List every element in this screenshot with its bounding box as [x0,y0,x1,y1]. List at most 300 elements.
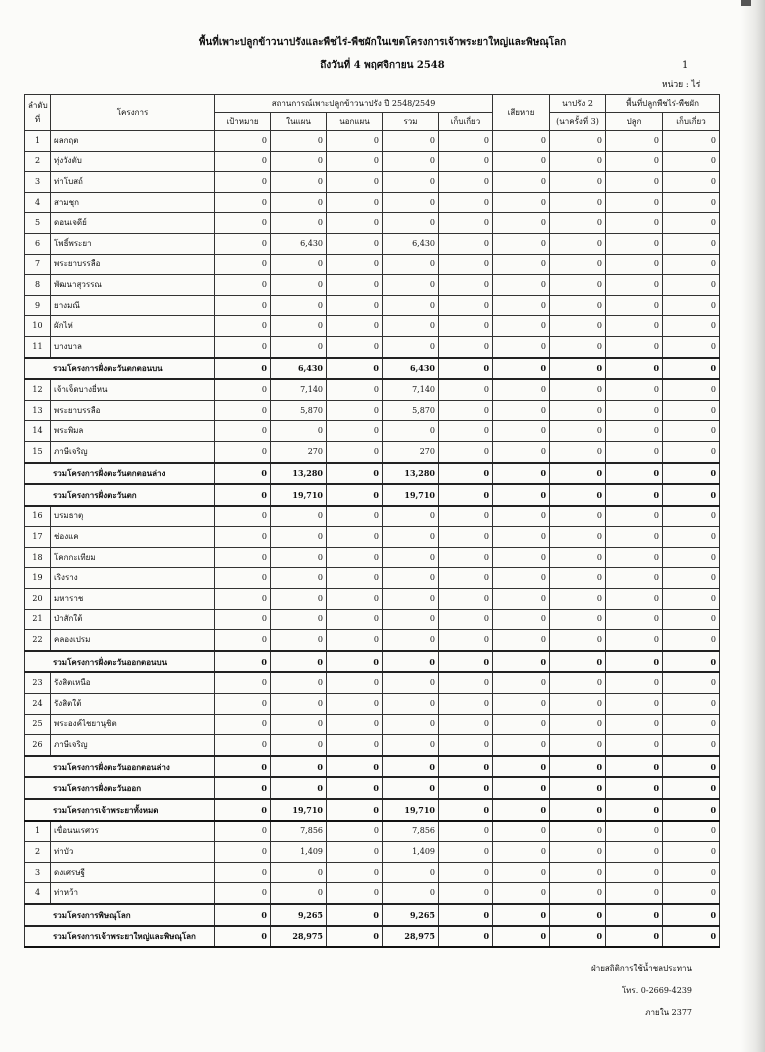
row-value-cell: 0 [550,862,606,883]
row-value-cell: 0 [550,131,606,152]
row-value-cell: 0 [493,379,550,400]
row-value-cell: 0 [215,589,271,610]
row-number: 17 [25,527,51,548]
row-value-cell: 0 [663,421,720,442]
row-value-cell: 0 [327,799,383,821]
row-value-cell: 0 [493,254,550,275]
row-value-cell: 0 [493,316,550,337]
row-value-cell: 0 [606,630,663,651]
row-value-cell: 0 [383,547,439,568]
row-project-name: เขื่อนนเรศวร [51,821,215,842]
row-value-cell: 0 [663,254,720,275]
row-value-cell: 0 [663,172,720,193]
row-value-cell: 0 [327,821,383,842]
row-value-cell: 9,265 [271,904,327,926]
row-value-cell: 0 [663,131,720,152]
row-value-cell: 0 [663,694,720,715]
col-header-total: รวม [383,113,439,131]
table-row [25,421,720,442]
row-value-cell: 0 [550,904,606,926]
row-value-cell: 0 [606,651,663,673]
row-value-cell: 0 [606,672,663,693]
row-number: 2 [25,842,51,863]
row-value-cell: 0 [327,192,383,213]
row-value-cell: 0 [606,484,663,506]
row-number: 16 [25,506,51,527]
row-project-name: ดงเศรษฐี [51,862,215,883]
table-row [25,672,720,693]
row-value-cell: 0 [493,441,550,462]
table-row [25,172,720,193]
row-value-cell: 0 [383,589,439,610]
row-value-cell: 6,430 [271,233,327,254]
row-value-cell: 0 [439,358,493,380]
row-value-cell: 1,409 [271,842,327,863]
row-value-cell: 0 [439,842,493,863]
row-value-cell: 0 [383,651,439,673]
row-value-cell: 0 [550,756,606,778]
subtotal-row [25,463,720,485]
row-value-cell: 0 [550,926,606,948]
row-value-cell: 0 [606,842,663,863]
row-value-cell: 0 [550,672,606,693]
row-value-cell: 0 [439,192,493,213]
row-value-cell: 0 [439,821,493,842]
row-number: 20 [25,589,51,610]
row-value-cell: 0 [327,904,383,926]
row-project-name: ท่าบัว [51,842,215,863]
row-project-name: ป่าสักใต้ [51,609,215,630]
row-value-cell: 0 [439,213,493,234]
row-value-cell: 0 [550,883,606,904]
row-value-cell: 0 [663,735,720,756]
row-value-cell: 0 [271,694,327,715]
row-value-cell: 0 [439,672,493,693]
row-value-cell: 0 [663,275,720,296]
row-value-cell: 0 [383,506,439,527]
row-value-cell: 0 [215,506,271,527]
row-value-cell: 0 [271,756,327,778]
row-value-cell: 0 [327,336,383,357]
row-value-cell: 0 [550,275,606,296]
row-value-cell: 0 [271,777,327,799]
row-value-cell: 0 [215,630,271,651]
row-project-name: พัฒนาสุวรรณ [51,275,215,296]
row-number: 13 [25,400,51,421]
row-value-cell: 0 [663,527,720,548]
row-value-cell: 0 [663,547,720,568]
row-value-cell: 0 [606,694,663,715]
row-project-name: ช่องแค [51,527,215,548]
row-value-cell: 0 [606,421,663,442]
row-value-cell: 0 [383,527,439,548]
row-value-cell: 0 [493,735,550,756]
row-number: 26 [25,735,51,756]
row-value-cell: 0 [606,336,663,357]
row-value-cell: 0 [493,756,550,778]
row-value-cell: 0 [215,527,271,548]
row-number: 19 [25,568,51,589]
row-value-cell: 0 [215,463,271,485]
row-value-cell: 0 [663,842,720,863]
row-value-cell: 0 [439,421,493,442]
row-value-cell: 0 [493,192,550,213]
row-value-cell: 0 [439,589,493,610]
row-value-cell: 0 [327,672,383,693]
table-header-row-1 [25,95,720,113]
row-value-cell: 0 [271,735,327,756]
row-value-cell: 0 [383,756,439,778]
row-number: 4 [25,883,51,904]
row-project-name: ผลกฤต [51,131,215,152]
row-value-cell: 0 [327,651,383,673]
row-value-cell: 0 [606,714,663,735]
col-header-harvest: เก็บเกี่ยว [439,113,493,131]
table-row [25,233,720,254]
row-project-name: ภาษีเจริญ [51,441,215,462]
subtotal-row [25,358,720,380]
row-value-cell: 0 [439,316,493,337]
row-value-cell: 0 [383,172,439,193]
row-value-cell: 0 [606,527,663,548]
row-value-cell: 0 [327,547,383,568]
row-value-cell: 0 [215,151,271,172]
row-value-cell: 0 [215,609,271,630]
row-project-name: รวมโครงการเจ้าพระยาทั้งหมด [25,799,215,821]
row-value-cell: 0 [383,630,439,651]
row-project-name: รังสิตเหนือ [51,672,215,693]
row-value-cell: 0 [439,547,493,568]
row-number: 3 [25,172,51,193]
row-value-cell: 0 [606,756,663,778]
row-value-cell: 0 [606,506,663,527]
row-project-name: รวมโครงการฝั่งตะวันออกตอนล่าง [25,756,215,778]
table-body [25,131,720,948]
row-value-cell: 0 [550,609,606,630]
row-value-cell: 0 [439,694,493,715]
row-value-cell: 0 [327,506,383,527]
grand-total-row [25,926,720,948]
row-number: 21 [25,609,51,630]
row-value-cell: 0 [493,821,550,842]
row-value-cell: 0 [383,421,439,442]
subtotal-row [25,777,720,799]
row-value-cell: 0 [550,651,606,673]
row-value-cell: 0 [327,862,383,883]
row-value-cell: 0 [550,441,606,462]
row-value-cell: 0 [663,506,720,527]
row-value-cell: 0 [271,714,327,735]
row-project-name: โพธิ์พระยา [51,233,215,254]
row-value-cell: 0 [271,316,327,337]
row-value-cell: 0 [215,821,271,842]
row-value-cell: 0 [663,484,720,506]
col-header-no: ลำดับที่ [25,95,51,131]
row-value-cell: 0 [439,172,493,193]
row-value-cell: 0 [215,275,271,296]
row-value-cell: 0 [215,714,271,735]
row-project-name: รวมโครงการฝั่งตะวันออกตอนบน [25,651,215,673]
row-value-cell: 0 [663,714,720,735]
row-value-cell: 0 [493,630,550,651]
row-value-cell: 0 [663,651,720,673]
row-value-cell: 0 [439,862,493,883]
table-row [25,336,720,357]
row-project-name: โคกกะเทียม [51,547,215,568]
row-value-cell: 0 [327,926,383,948]
row-value-cell: 28,975 [383,926,439,948]
row-value-cell: 0 [215,777,271,799]
row-number: 14 [25,421,51,442]
row-value-cell: 1,409 [383,842,439,863]
row-value-cell: 6,430 [383,358,439,380]
row-value-cell: 0 [271,254,327,275]
row-value-cell: 0 [550,295,606,316]
row-value-cell: 0 [550,568,606,589]
subtotal-row [25,484,720,506]
row-value-cell: 0 [493,213,550,234]
row-value-cell: 0 [271,568,327,589]
row-value-cell: 0 [439,714,493,735]
row-value-cell: 0 [663,756,720,778]
row-project-name: ผักไห่ [51,316,215,337]
row-value-cell: 0 [327,777,383,799]
subtotal-row [25,904,720,926]
row-value-cell: 0 [383,316,439,337]
row-value-cell: 0 [493,651,550,673]
row-value-cell: 0 [327,694,383,715]
table-row [25,735,720,756]
row-value-cell: 0 [550,821,606,842]
row-value-cell: 0 [550,379,606,400]
row-value-cell: 0 [383,336,439,357]
table-row [25,316,720,337]
footer-ext: ภายใน 2377 [645,1008,692,1017]
table-row [25,151,720,172]
row-value-cell: 0 [271,630,327,651]
row-value-cell: 0 [493,904,550,926]
row-value-cell: 0 [493,527,550,548]
row-project-name: บรมธาตุ [51,506,215,527]
row-value-cell: 0 [606,463,663,485]
row-value-cell: 0 [493,151,550,172]
row-value-cell: 0 [550,842,606,863]
table-row [25,192,720,213]
row-value-cell: 0 [327,379,383,400]
row-value-cell: 0 [215,651,271,673]
row-value-cell: 0 [327,131,383,152]
row-value-cell: 0 [215,295,271,316]
col-header-plan: เป้าหมาย [215,113,271,131]
table-row [25,630,720,651]
row-number: 8 [25,275,51,296]
row-value-cell: 0 [383,609,439,630]
row-number: 1 [25,131,51,152]
row-value-cell: 0 [215,131,271,152]
row-value-cell: 0 [663,883,720,904]
row-project-name: พระองค์ไชยานุชิต [51,714,215,735]
row-value-cell: 0 [327,151,383,172]
row-number: 18 [25,547,51,568]
row-value-cell: 0 [439,630,493,651]
row-project-name: ภาษีเจริญ [51,735,215,756]
row-value-cell: 0 [493,694,550,715]
row-value-cell: 0 [327,589,383,610]
row-value-cell: 0 [606,213,663,234]
row-value-cell: 0 [327,842,383,863]
row-value-cell: 0 [327,441,383,462]
row-value-cell: 0 [439,484,493,506]
row-value-cell: 0 [663,862,720,883]
row-number: 15 [25,441,51,462]
row-project-name: รวมโครงการฝั่งตะวันออก [25,777,215,799]
row-value-cell: 0 [606,777,663,799]
scan-edge-mark [741,0,751,6]
row-value-cell: 0 [493,358,550,380]
row-value-cell: 5,870 [271,400,327,421]
row-value-cell: 0 [606,379,663,400]
row-value-cell: 6,430 [271,358,327,380]
row-value-cell: 7,140 [271,379,327,400]
col-header-in-plan: ในแผน [271,113,327,131]
row-project-name: รวมโครงการฝั่งตะวันตก [25,484,215,506]
row-value-cell: 0 [663,213,720,234]
row-value-cell: 0 [271,336,327,357]
row-value-cell: 0 [663,821,720,842]
row-value-cell: 0 [663,630,720,651]
row-value-cell: 0 [663,463,720,485]
row-value-cell: 270 [383,441,439,462]
row-value-cell: 0 [215,694,271,715]
table-row [25,131,720,152]
row-value-cell: 7,856 [271,821,327,842]
row-value-cell: 0 [493,506,550,527]
row-value-cell: 0 [439,441,493,462]
row-value-cell: 0 [271,651,327,673]
row-value-cell: 0 [215,192,271,213]
row-value-cell: 0 [606,275,663,296]
row-value-cell: 0 [327,233,383,254]
row-value-cell: 0 [663,609,720,630]
row-project-name: พระพิมล [51,421,215,442]
row-number: 2 [25,151,51,172]
row-value-cell: 0 [663,316,720,337]
row-project-name: พระยาบรรลือ [51,254,215,275]
row-value-cell: 0 [215,904,271,926]
row-project-name: สามชุก [51,192,215,213]
footer-office: ฝ่ายสถิติการใช้น้ำชลประทาน [591,964,692,973]
row-value-cell: 0 [439,926,493,948]
row-value-cell: 0 [663,441,720,462]
table-row [25,295,720,316]
row-value-cell: 0 [271,883,327,904]
table-row [25,400,720,421]
row-number: 24 [25,694,51,715]
row-value-cell: 0 [383,131,439,152]
row-project-name: เริงราง [51,568,215,589]
row-value-cell: 0 [215,547,271,568]
row-value-cell: 0 [663,568,720,589]
row-value-cell: 0 [215,756,271,778]
row-value-cell: 0 [439,506,493,527]
row-value-cell: 0 [439,233,493,254]
row-value-cell: 0 [215,400,271,421]
row-value-cell: 0 [271,672,327,693]
row-value-cell: 0 [550,799,606,821]
row-value-cell: 0 [606,131,663,152]
row-value-cell: 0 [663,777,720,799]
row-value-cell: 0 [663,233,720,254]
row-value-cell: 19,710 [271,484,327,506]
row-number: 11 [25,336,51,357]
row-project-name: รวมโครงการฝั่งตะวันตกตอนล่าง [25,463,215,485]
row-value-cell: 0 [663,400,720,421]
subtotal-row [25,651,720,673]
row-value-cell: 0 [327,295,383,316]
row-value-cell: 0 [439,777,493,799]
row-value-cell: 0 [439,336,493,357]
row-value-cell: 0 [383,192,439,213]
row-project-name: ดอนเจดีย์ [51,213,215,234]
row-value-cell: 0 [550,151,606,172]
row-value-cell: 0 [215,336,271,357]
table-row [25,254,720,275]
row-value-cell: 0 [327,172,383,193]
row-value-cell: 0 [215,254,271,275]
row-value-cell: 0 [493,883,550,904]
row-value-cell: 0 [493,400,550,421]
planting-table [24,94,720,948]
row-value-cell: 0 [327,463,383,485]
row-value-cell: 9,265 [383,904,439,926]
row-value-cell: 0 [439,568,493,589]
row-number: 5 [25,213,51,234]
col-header-out-plan: นอกแผน [327,113,383,131]
row-value-cell: 0 [606,400,663,421]
row-value-cell: 0 [327,714,383,735]
row-value-cell: 0 [215,421,271,442]
row-value-cell: 6,430 [383,233,439,254]
row-value-cell: 0 [215,799,271,821]
row-project-name: ท่าหว้า [51,883,215,904]
row-value-cell: 0 [550,506,606,527]
row-value-cell: 0 [493,547,550,568]
row-value-cell: 0 [606,316,663,337]
table-row [25,821,720,842]
row-value-cell: 0 [215,233,271,254]
row-value-cell: 0 [215,842,271,863]
row-value-cell: 0 [606,295,663,316]
row-value-cell: 0 [663,295,720,316]
table-row [25,714,720,735]
row-value-cell: 0 [327,275,383,296]
row-value-cell: 0 [327,400,383,421]
row-value-cell: 0 [215,672,271,693]
row-value-cell: 0 [606,192,663,213]
row-number: 10 [25,316,51,337]
row-value-cell: 0 [215,213,271,234]
row-value-cell: 0 [327,630,383,651]
row-value-cell: 0 [439,609,493,630]
row-value-cell: 0 [271,862,327,883]
row-value-cell: 0 [550,463,606,485]
row-value-cell: 0 [550,527,606,548]
row-value-cell: 28,975 [271,926,327,948]
page-number: 1 [682,60,689,71]
row-value-cell: 0 [606,883,663,904]
row-value-cell: 0 [439,379,493,400]
row-value-cell: 0 [493,233,550,254]
